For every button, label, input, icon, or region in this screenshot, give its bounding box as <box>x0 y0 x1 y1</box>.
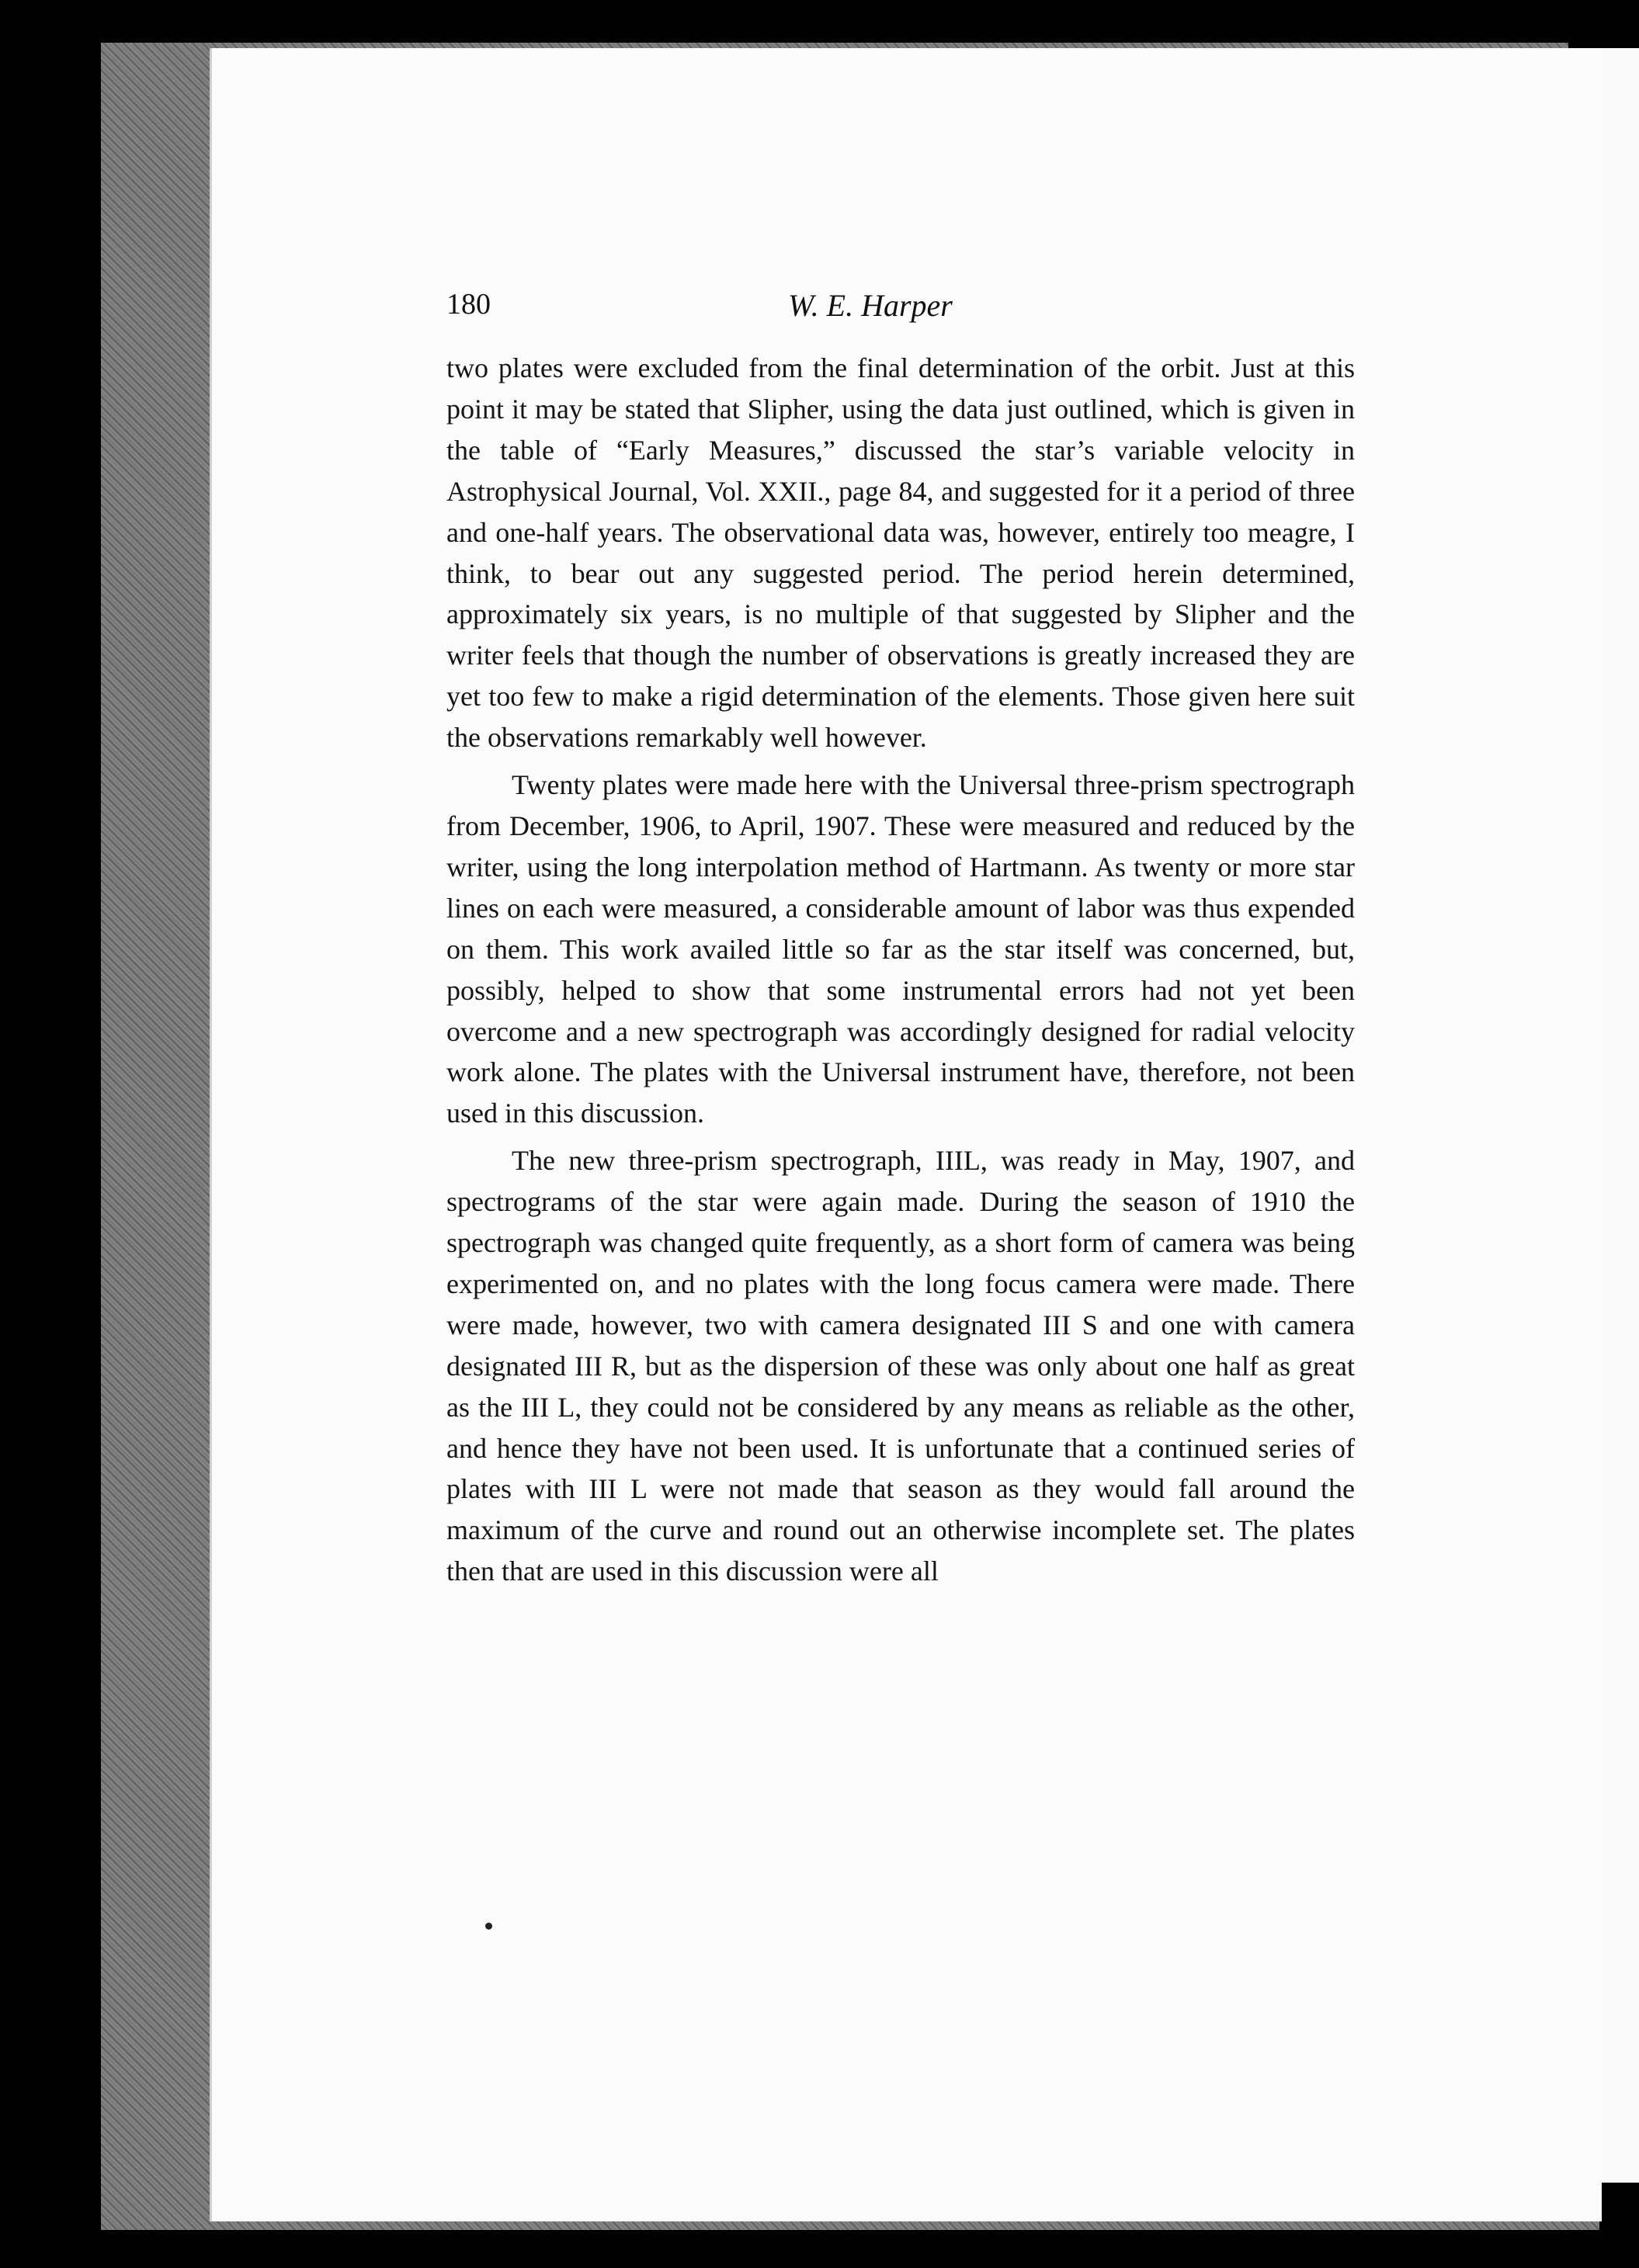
paragraph: two plates were excluded from the final determination of the orbit. Just at this point it may be stated that Slipher, using the data just outlined, which is given in the table of “Early Measures,” discussed the star’s variable velocity in Astrophysical Journal, Vol. XXII., page 84, and suggested for it a period of three and one-half years. The observational data was, however, entirely too meagre, I think, to bear out any suggested period. The period herein determined, approximately six years, is no multiple of that suggested by Slipher and the writer feels that though the number of observations is greatly increased they are yet too few to make a rigid determination of the elements. Those given here suit the observations remarkably well however. <box>446 352 1355 754</box>
running-head: W. E. Harper <box>788 288 953 323</box>
paragraph: Twenty plates were made here with the Universal three-prism spectrograph from December, 1906, to April, 1907. These were measured and reduced by the writer, using the long interpolation method of Hartmann. As twenty or more star lines on each were measured, a considerable amount of labor was thus expended on them. This work availed little so far as the star itself was concerned, but, possibly, helped to show that some instrumental errors had not yet been overcome and a new spectrograph was accordingly designed for radial velocity work alone. The plates with the Universal instrument have, therefore, not been used in this discussion. <box>446 769 1355 1129</box>
body-text <box>446 348 1355 1598</box>
ink-speck <box>485 1923 492 1930</box>
paragraph: The new three-prism spectrograph, IIIL, was ready in May, 1907, and spectrograms of the star were again made. During the season of 1910 the spectrograph was changed quite frequently, as a short form of camera was being experimented on, and no plates with the long focus camera were made. There were made, however, two with camera designated III S and one with camera designated III R, but as the dispersion of these was only about one half as great as the III L, they could not be considered by any means as reliable as the other, and hence they have not been used. It is unfortunate that a continued series of plates with III L were not made that season as they would fall around the maximum of the curve and round out an otherwise incomplete set. The plates then that are used in this discussion were all <box>446 1145 1355 1587</box>
page-header <box>446 287 1363 334</box>
facing-page-edge <box>1598 48 1639 2183</box>
page-number: 180 <box>446 288 491 321</box>
